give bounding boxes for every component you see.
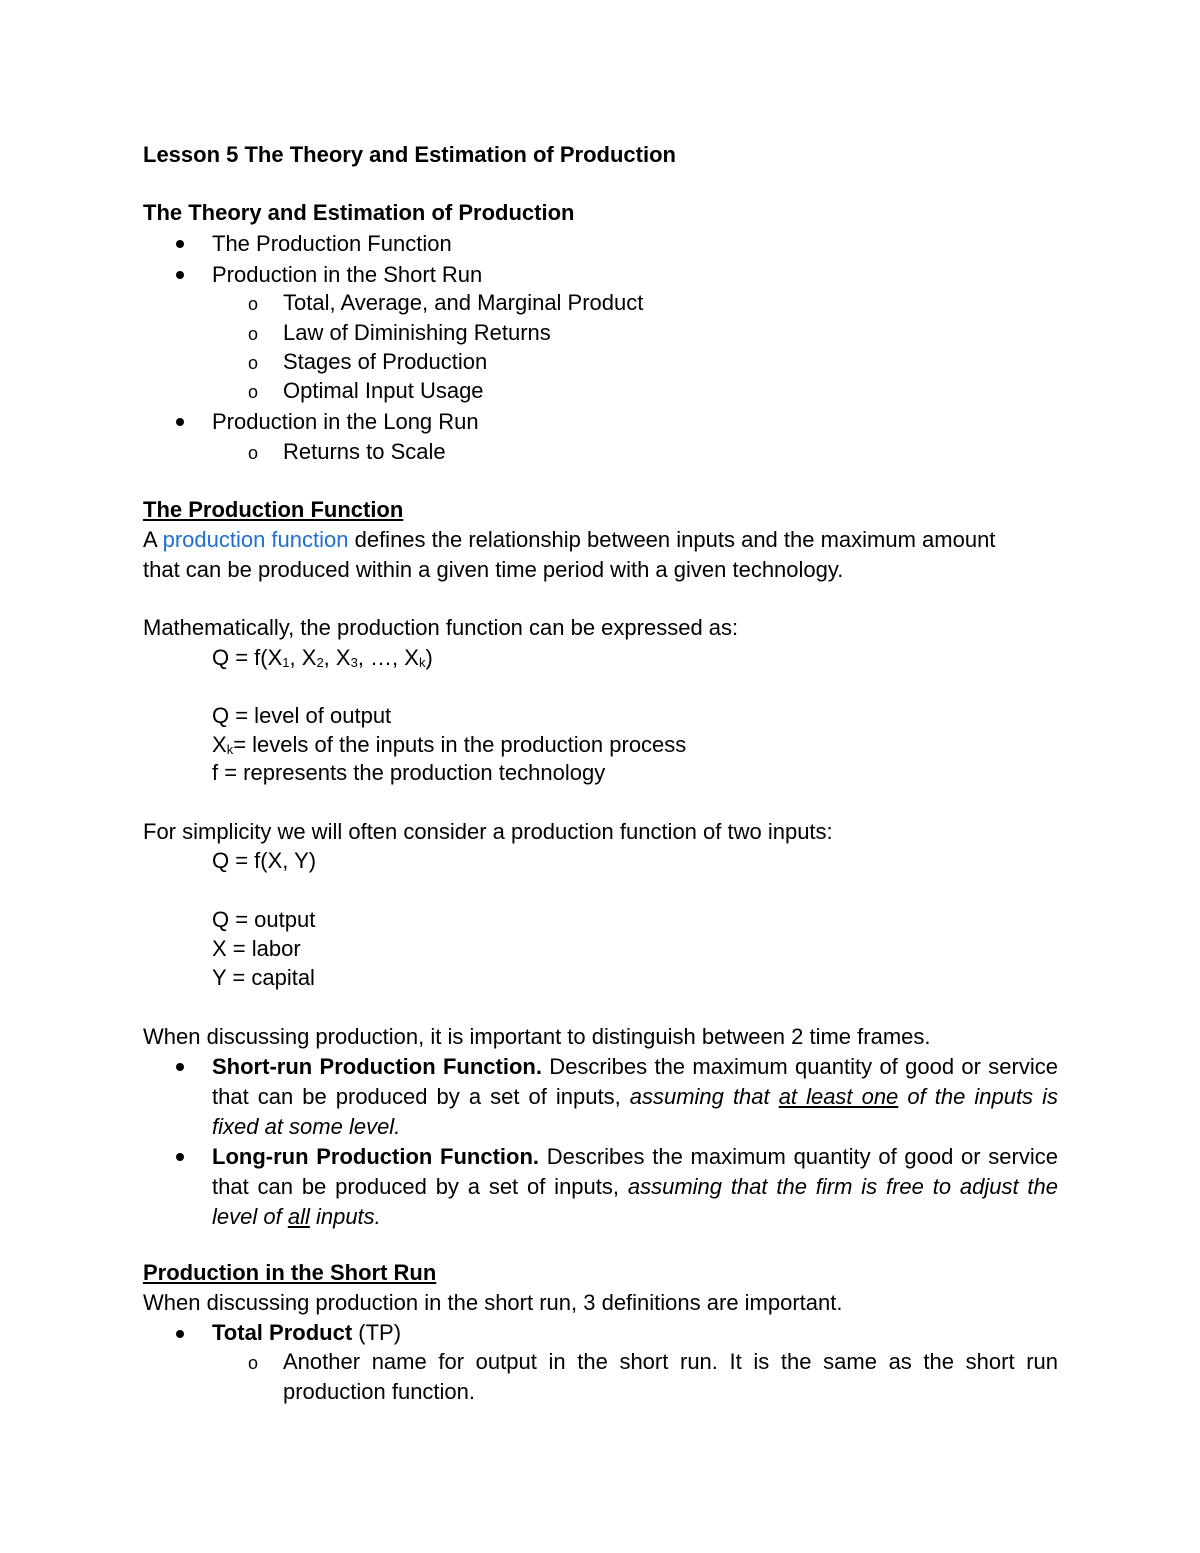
bullet-icon — [176, 1153, 184, 1161]
def-x-pre: X — [212, 732, 227, 757]
simplicity-text: For simplicity we will often consider a production function of two inputs: — [143, 819, 833, 844]
definition-x — [212, 730, 686, 760]
short-run-ital-underlined: at least one — [778, 1084, 899, 1109]
bullet-icon — [176, 240, 184, 248]
intro-rest: defines the relationship between inputs and the maximum amount — [348, 527, 996, 552]
short-run-ital-end: of the inputs is fixed at some level. — [212, 1084, 1058, 1139]
short-run-term: Short-run Production Function. — [212, 1054, 542, 1079]
intro-line-2: that can be produced within a given time period with a given technology. — [143, 557, 844, 582]
production-function-link[interactable]: production function — [162, 527, 349, 552]
def-x-rest: = levels of the inputs in the production process — [233, 732, 687, 757]
circle-bullet-icon: o — [248, 294, 259, 314]
definition-x-labor: X = labor — [212, 936, 301, 961]
circle-bullet-icon: o — [248, 443, 259, 463]
page-title: Lesson 5 The Theory and Estimation of Production — [143, 142, 676, 167]
section-heading-production-function: The Production Function — [143, 497, 404, 522]
circle-bullet-icon: o — [248, 324, 259, 344]
long-run-ital-underlined: all — [287, 1204, 310, 1229]
eq-sub: k — [418, 655, 426, 670]
short-run-desc: Describes the maximum quantity of good or service that can be produced by a set of inputs, — [212, 1054, 1058, 1109]
outline-subitem: Returns to Scale — [283, 439, 446, 464]
definition-f: f = represents the production technology — [212, 760, 606, 785]
short-run-intro: When discussing production in the short run, 3 definitions are important. — [143, 1290, 843, 1315]
def-x-sub: k — [226, 742, 234, 757]
circle-bullet-icon: o — [248, 353, 259, 373]
outline-item: Production in the Long Run — [212, 409, 479, 434]
bullet-icon — [176, 1063, 184, 1071]
circle-bullet-icon: o — [248, 382, 259, 402]
equation-two-inputs: Q = f(X, Y) — [212, 848, 317, 873]
outline-subitem: Stages of Production — [283, 349, 488, 374]
math-intro: Mathematically, the production function can be expressed as: — [143, 615, 739, 640]
eq-part: , …, X — [357, 645, 419, 670]
outline-item: Production in the Short Run — [212, 262, 483, 287]
total-product-item — [212, 1318, 401, 1348]
total-product-abbr: (TP) — [352, 1320, 402, 1345]
eq-part: , X — [323, 645, 351, 670]
short-run-ital: assuming that — [629, 1084, 779, 1109]
eq-part: , X — [289, 645, 317, 670]
eq-sub: 3 — [350, 655, 358, 670]
outline-item: The Production Function — [212, 231, 452, 256]
definition-q-output: Q = output — [212, 907, 316, 932]
eq-part: Q = f(X — [212, 645, 283, 670]
outline-subitem: Total, Average, and Marginal Product — [283, 290, 644, 315]
section-heading-short-run: Production in the Short Run — [143, 1260, 437, 1285]
total-product-term: Total Product — [212, 1320, 353, 1345]
eq-sub: 1 — [282, 655, 290, 670]
intro-line-1 — [143, 525, 995, 555]
bullet-icon — [176, 418, 184, 426]
circle-bullet-icon: o — [248, 1353, 259, 1373]
long-run-desc: Describes the maximum quantity of good or service that can be produced by a set of inputs, — [212, 1144, 1058, 1199]
eq-sub: 2 — [316, 655, 324, 670]
definition-q: Q = level of output — [212, 703, 392, 728]
intro-prefix: A — [143, 527, 163, 552]
equation-general — [212, 643, 433, 673]
short-run-definition — [212, 1052, 1058, 1142]
timeframes-text: When discussing production, it is important to distinguish between 2 time frames. — [143, 1024, 931, 1049]
long-run-definition — [212, 1142, 1058, 1232]
long-run-term: Long-run Production Function. — [212, 1144, 540, 1169]
long-run-ital: assuming that the firm is free to adjust the level of — [212, 1174, 1059, 1229]
outline-subitem: Law of Diminishing Returns — [283, 320, 551, 345]
definition-y-capital: Y = capital — [212, 965, 315, 990]
bullet-icon — [176, 1330, 184, 1338]
outline-heading: The Theory and Estimation of Production — [143, 200, 575, 225]
total-product-description: Another name for output in the short run. It is the same as the short run production function. — [283, 1349, 1058, 1404]
eq-part: ) — [425, 645, 433, 670]
bullet-icon — [176, 271, 184, 279]
outline-subitem: Optimal Input Usage — [283, 378, 484, 403]
long-run-ital-end: inputs. — [309, 1204, 381, 1229]
